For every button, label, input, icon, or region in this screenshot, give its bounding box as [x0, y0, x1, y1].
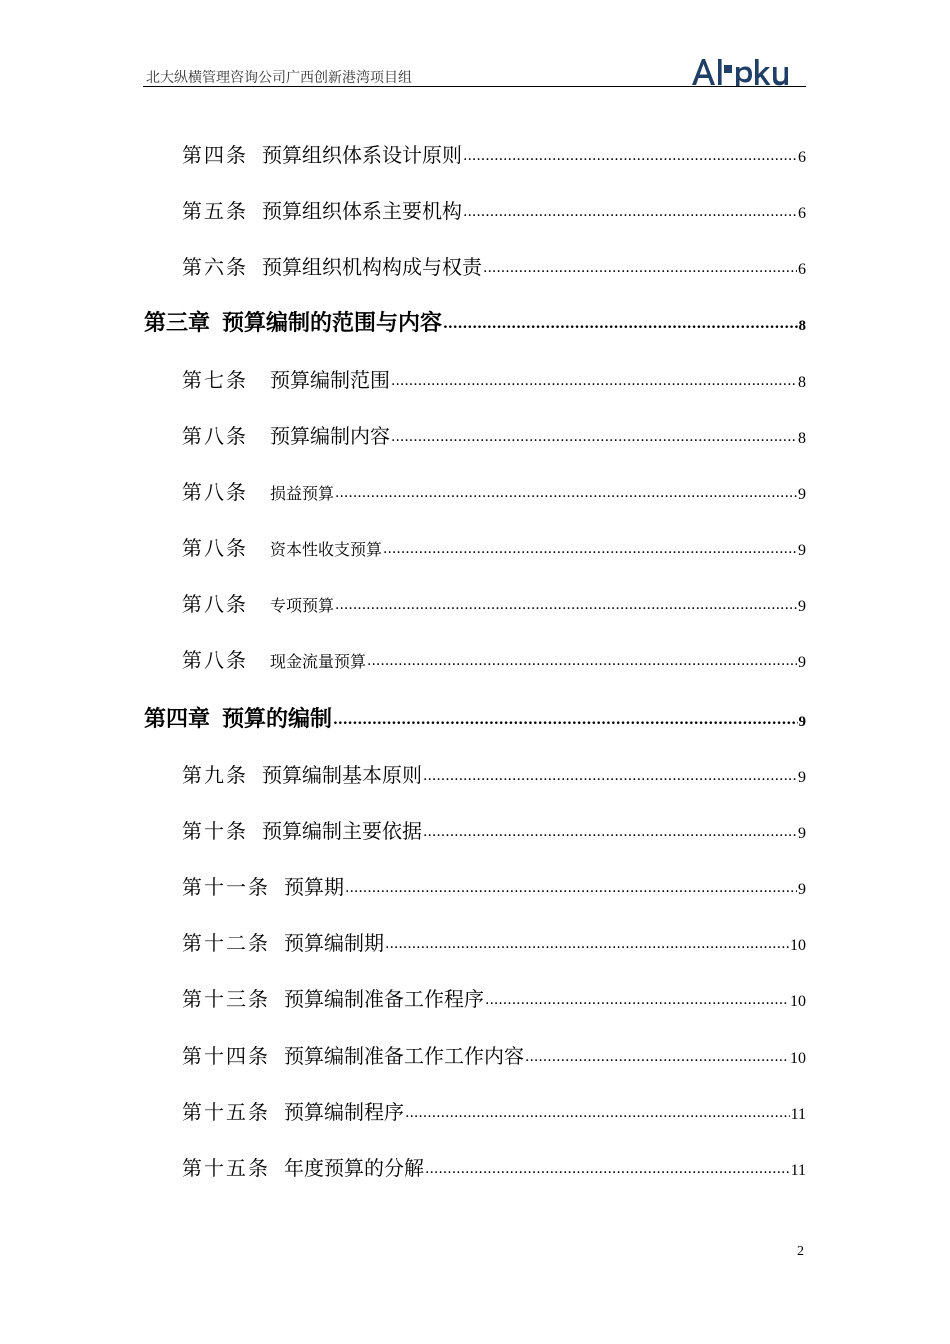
toc-entry-title: 预算编制期: [284, 931, 384, 955]
toc-entry-number: 第八条: [182, 648, 248, 672]
toc-leader-dots: [443, 308, 797, 330]
toc-entry-page: 8: [798, 374, 806, 391]
toc-entry-page: 11: [790, 1106, 806, 1123]
toc-entry-title: 预算编制主要依据: [262, 819, 422, 843]
toc-entry[interactable]: [182, 251, 806, 280]
toc-entry-number: 第九条: [182, 763, 248, 787]
toc-entry-number: 第六条: [182, 255, 248, 279]
toc-entry-page: 9: [798, 769, 806, 786]
toc-entry-title: 年度预算的分解: [284, 1156, 424, 1180]
toc-entry-title: 预算组织体系设计原则: [262, 143, 462, 167]
toc-entry-page: 6: [798, 205, 806, 222]
toc-entry[interactable]: [182, 476, 806, 505]
toc-entry-number: 第八条: [182, 424, 248, 448]
toc-entry[interactable]: [182, 1152, 806, 1181]
toc-leader-dots: [483, 254, 797, 274]
toc-entry-title: 预算编制准备工作程序: [284, 987, 484, 1011]
toc-entry[interactable]: [182, 139, 806, 168]
toc-entry-title: 预算编制程序: [284, 1100, 404, 1124]
toc-entry-title: 损益预算: [270, 484, 335, 503]
toc-entry-number: 第八条: [182, 480, 248, 504]
toc-leader-dots: [345, 874, 797, 894]
toc-leader-dots: [367, 647, 797, 667]
toc-chapter-page: 9: [798, 714, 806, 730]
toc-entry-number: 第十三条: [182, 987, 270, 1011]
toc-entry-number: 第五条: [182, 199, 248, 223]
toc-entry[interactable]: [182, 815, 806, 844]
toc-entry-number: 第十一条: [182, 875, 270, 899]
toc-entry-number: 第十五条: [182, 1100, 270, 1124]
toc-entry-number: 第八条: [182, 592, 248, 616]
toc-leader-dots: [525, 1043, 789, 1063]
toc-entry[interactable]: [182, 759, 806, 788]
toc-leader-dots: [423, 762, 797, 782]
toc-entry-page: 9: [798, 542, 806, 559]
toc-entry-title: 预算组织体系主要机构: [262, 199, 462, 223]
toc-entry-title: 专项预算: [270, 596, 335, 615]
toc-chapter-entry[interactable]: [144, 702, 806, 733]
toc-leader-dots: [391, 423, 797, 443]
toc-entry-title: 预算编制准备工作工作内容: [284, 1044, 524, 1068]
toc-entry-number: 第十二条: [182, 931, 270, 955]
toc-chapter-title: 预算编制的范围与内容: [222, 310, 443, 336]
toc-chapter-page: 8: [798, 318, 806, 334]
toc-entry-page: 10: [790, 993, 806, 1010]
toc-entry-page: 9: [798, 881, 806, 898]
toc-entry-title: 预算编制范围: [270, 368, 390, 392]
toc-entry-number: 第八条: [182, 536, 248, 560]
toc-entry[interactable]: [182, 644, 806, 673]
toc-entry[interactable]: [182, 871, 806, 900]
toc-entry-page: 10: [790, 1050, 806, 1067]
toc-entry-page: 6: [798, 149, 806, 166]
toc-entry-title: 预算编制基本原则: [262, 763, 422, 787]
toc-entry-page: 9: [798, 486, 806, 503]
toc-leader-dots: [423, 818, 797, 838]
header-organization: 北大纵横管理咨询公司广西创新港湾项目组: [146, 70, 412, 86]
toc-leader-dots: [383, 535, 797, 555]
toc-entry-number: 第十四条: [182, 1044, 270, 1068]
toc-entry-title: 现金流量预算: [270, 652, 367, 671]
header-rule: [143, 86, 806, 87]
toc-entry-title: 预算期: [284, 875, 344, 899]
toc-chapter-entry[interactable]: [144, 306, 806, 337]
page-number: 2: [797, 1244, 804, 1259]
toc-entry-page: 11: [790, 1162, 806, 1179]
toc-entry-number: 第四条: [182, 143, 248, 167]
toc-leader-dots: [335, 479, 797, 499]
toc-entry-page: 6: [798, 261, 806, 278]
toc-leader-dots: [405, 1099, 790, 1119]
toc-entry[interactable]: [182, 1096, 806, 1125]
toc-entry[interactable]: [182, 983, 806, 1012]
toc-entry-page: 9: [798, 825, 806, 842]
toc-entry-page: 10: [790, 937, 806, 954]
toc-leader-dots: [333, 704, 797, 726]
toc-chapter-title: 预算的编制: [222, 706, 333, 732]
toc-leader-dots: [391, 367, 797, 387]
toc-leader-dots: [425, 1155, 790, 1175]
toc-entry[interactable]: [182, 195, 806, 224]
toc-entry-number: 第七条: [182, 368, 248, 392]
toc-leader-dots: [463, 198, 797, 218]
toc-entry[interactable]: [182, 532, 806, 561]
toc-leader-dots: [463, 142, 797, 162]
company-logo: [690, 55, 806, 87]
toc-entry-title: 资本性收支预算: [270, 540, 383, 559]
toc-entry[interactable]: [182, 1040, 806, 1069]
toc-chapter-number: 第三章: [144, 310, 211, 336]
toc-entry[interactable]: [182, 420, 806, 449]
toc-entry-number: 第十五条: [182, 1156, 270, 1180]
toc-entry[interactable]: [182, 364, 806, 393]
toc-entry-page: 9: [798, 654, 806, 671]
toc-entry-page: 8: [798, 430, 806, 447]
toc-leader-dots: [385, 930, 789, 950]
toc-entry[interactable]: [182, 927, 806, 956]
toc-chapter-number: 第四章: [144, 706, 211, 732]
toc-leader-dots: [485, 986, 789, 1006]
toc-entry-title: 预算组织机构构成与权责: [262, 255, 482, 279]
toc-entry-number: 第十条: [182, 819, 248, 843]
toc-entry-page: 9: [798, 598, 806, 615]
toc-entry[interactable]: [182, 588, 806, 617]
toc-leader-dots: [335, 591, 797, 611]
toc-entry-title: 预算编制内容: [270, 424, 390, 448]
